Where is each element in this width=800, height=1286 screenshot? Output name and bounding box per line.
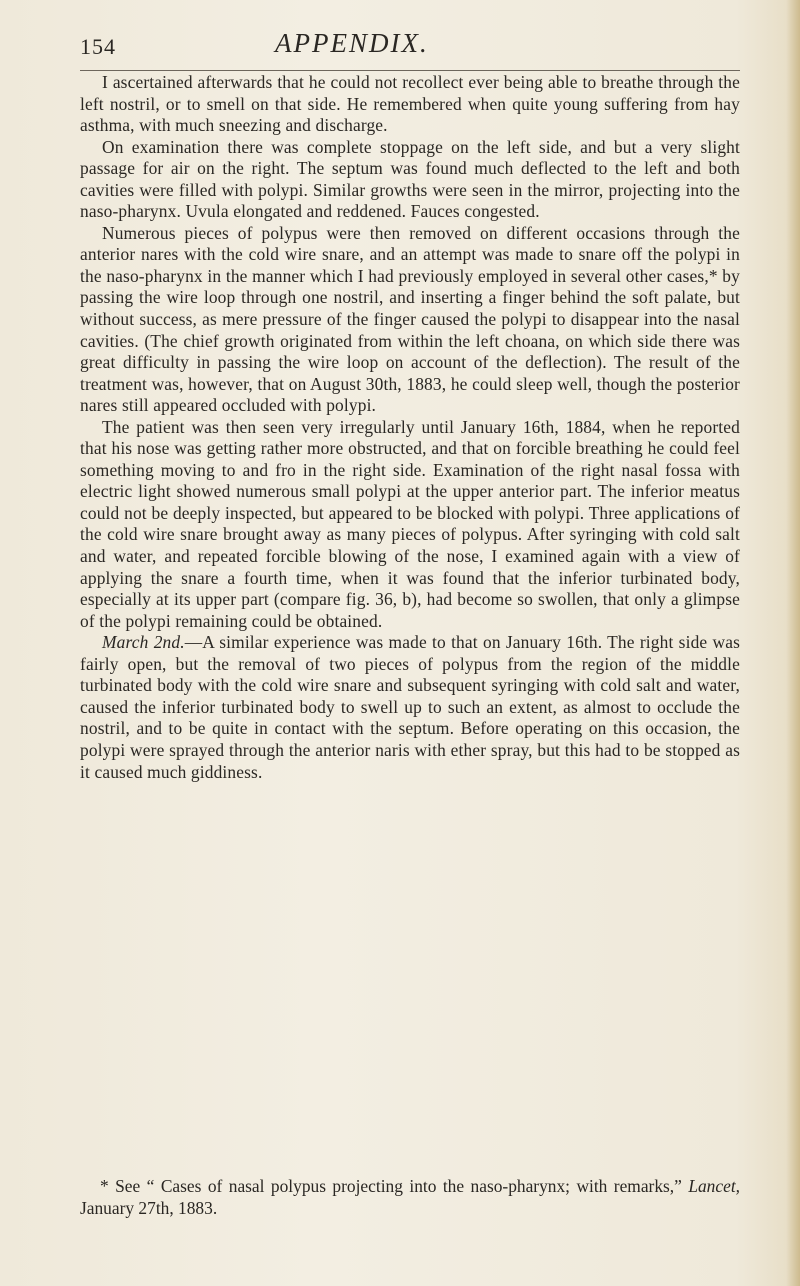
footnote-suffix: January 27th, 1883. — [80, 1197, 218, 1218]
page-header — [80, 28, 740, 68]
paragraph-date: March 2nd. — [102, 632, 185, 653]
paragraph: I ascertained afterwards that he could not recollect ever being able to breathe through the left nostril, or to smell on that side. He remembered when quite young suffering from hay asthma, with much sneezing and discharge. — [80, 72, 740, 136]
paragraph: On examination there was complete stoppage on the left side, and but a very slight passage for air on the right. The septum was found much deflected to the left and both cavities were filled with polypi. Similar growths were seen in the mirror, projecting into the naso-pharynx. Uvula elongated and reddened. Fauces congested. — [80, 136, 740, 222]
body-text — [80, 72, 740, 783]
paragraph: Numerous pieces of polypus were then removed on different occasions through the anterior nares with the cold wire snare, and an attempt was made to snare off the polypi in the naso-pharynx in the manner which I had previously employed in several other cases,* by passing the wire loop through one nostril, and inserting a finger behind the soft palate, but without success, as mere pressure of the finger caused the polypi to disappear into the nasal cavities. (The chief growth originated from within the left choana, on which side there was great difficulty in passing the wire loop on account of the deflection). The result of the treatment was, however, that on August 30th, 1883, he could sleep well, though the posterior nares still appeared occluded with polypi. — [80, 222, 740, 416]
page-number: 154 — [80, 34, 116, 59]
footnote — [80, 1176, 740, 1219]
running-head: APPENDIX. — [275, 28, 429, 58]
footnote-prefix: * See “ Cases of nasal polypus projecting into the naso-pharynx; with remarks,” — [100, 1176, 689, 1196]
footnote-journal: Lancet, — [688, 1176, 740, 1196]
page-edge-shadow — [786, 0, 800, 1286]
paragraph: The patient was then seen very irregularly until January 16th, 1884, when he reported that his nose was getting rather more obstructed, and that on forcible breathing he could feel something moving to and fro in the right side. Examination of the right nasal fossa with electric light showed numerous small polypi at the upper anterior part. The inferior meatus could not be deeply inspected, but appeared to be blocked with polypi. Three applications of the cold wire snare brought away as many pieces of polypus. After syringing with cold salt and water, and repeated forcible blowing of the nose, I examined again with a view of applying the snare a fourth time, when it was found that the inferior turbinated body, especially at its upper part (compare fig. 36, b), had become so swollen, that only a glimpse of the polypi remaining could be obtained. — [80, 416, 740, 631]
paragraph — [80, 632, 740, 783]
header-rule — [80, 70, 740, 71]
paragraph-text: —A similar experience was made to that on January 16th. The right side was fairly open, but the removal of two pieces of polypus from the region of the middle turbinated body with the cold wire snare and subsequent syringing with cold salt and water, caused the inferior turbinated body to swell up to such an extent, as almost to occlude the nostril, and to be quite in contact with the septum. Before operating on this occasion, the polypi were sprayed through the anterior naris with ether spray, but this had to be stopped as it caused much giddiness. — [80, 632, 741, 782]
